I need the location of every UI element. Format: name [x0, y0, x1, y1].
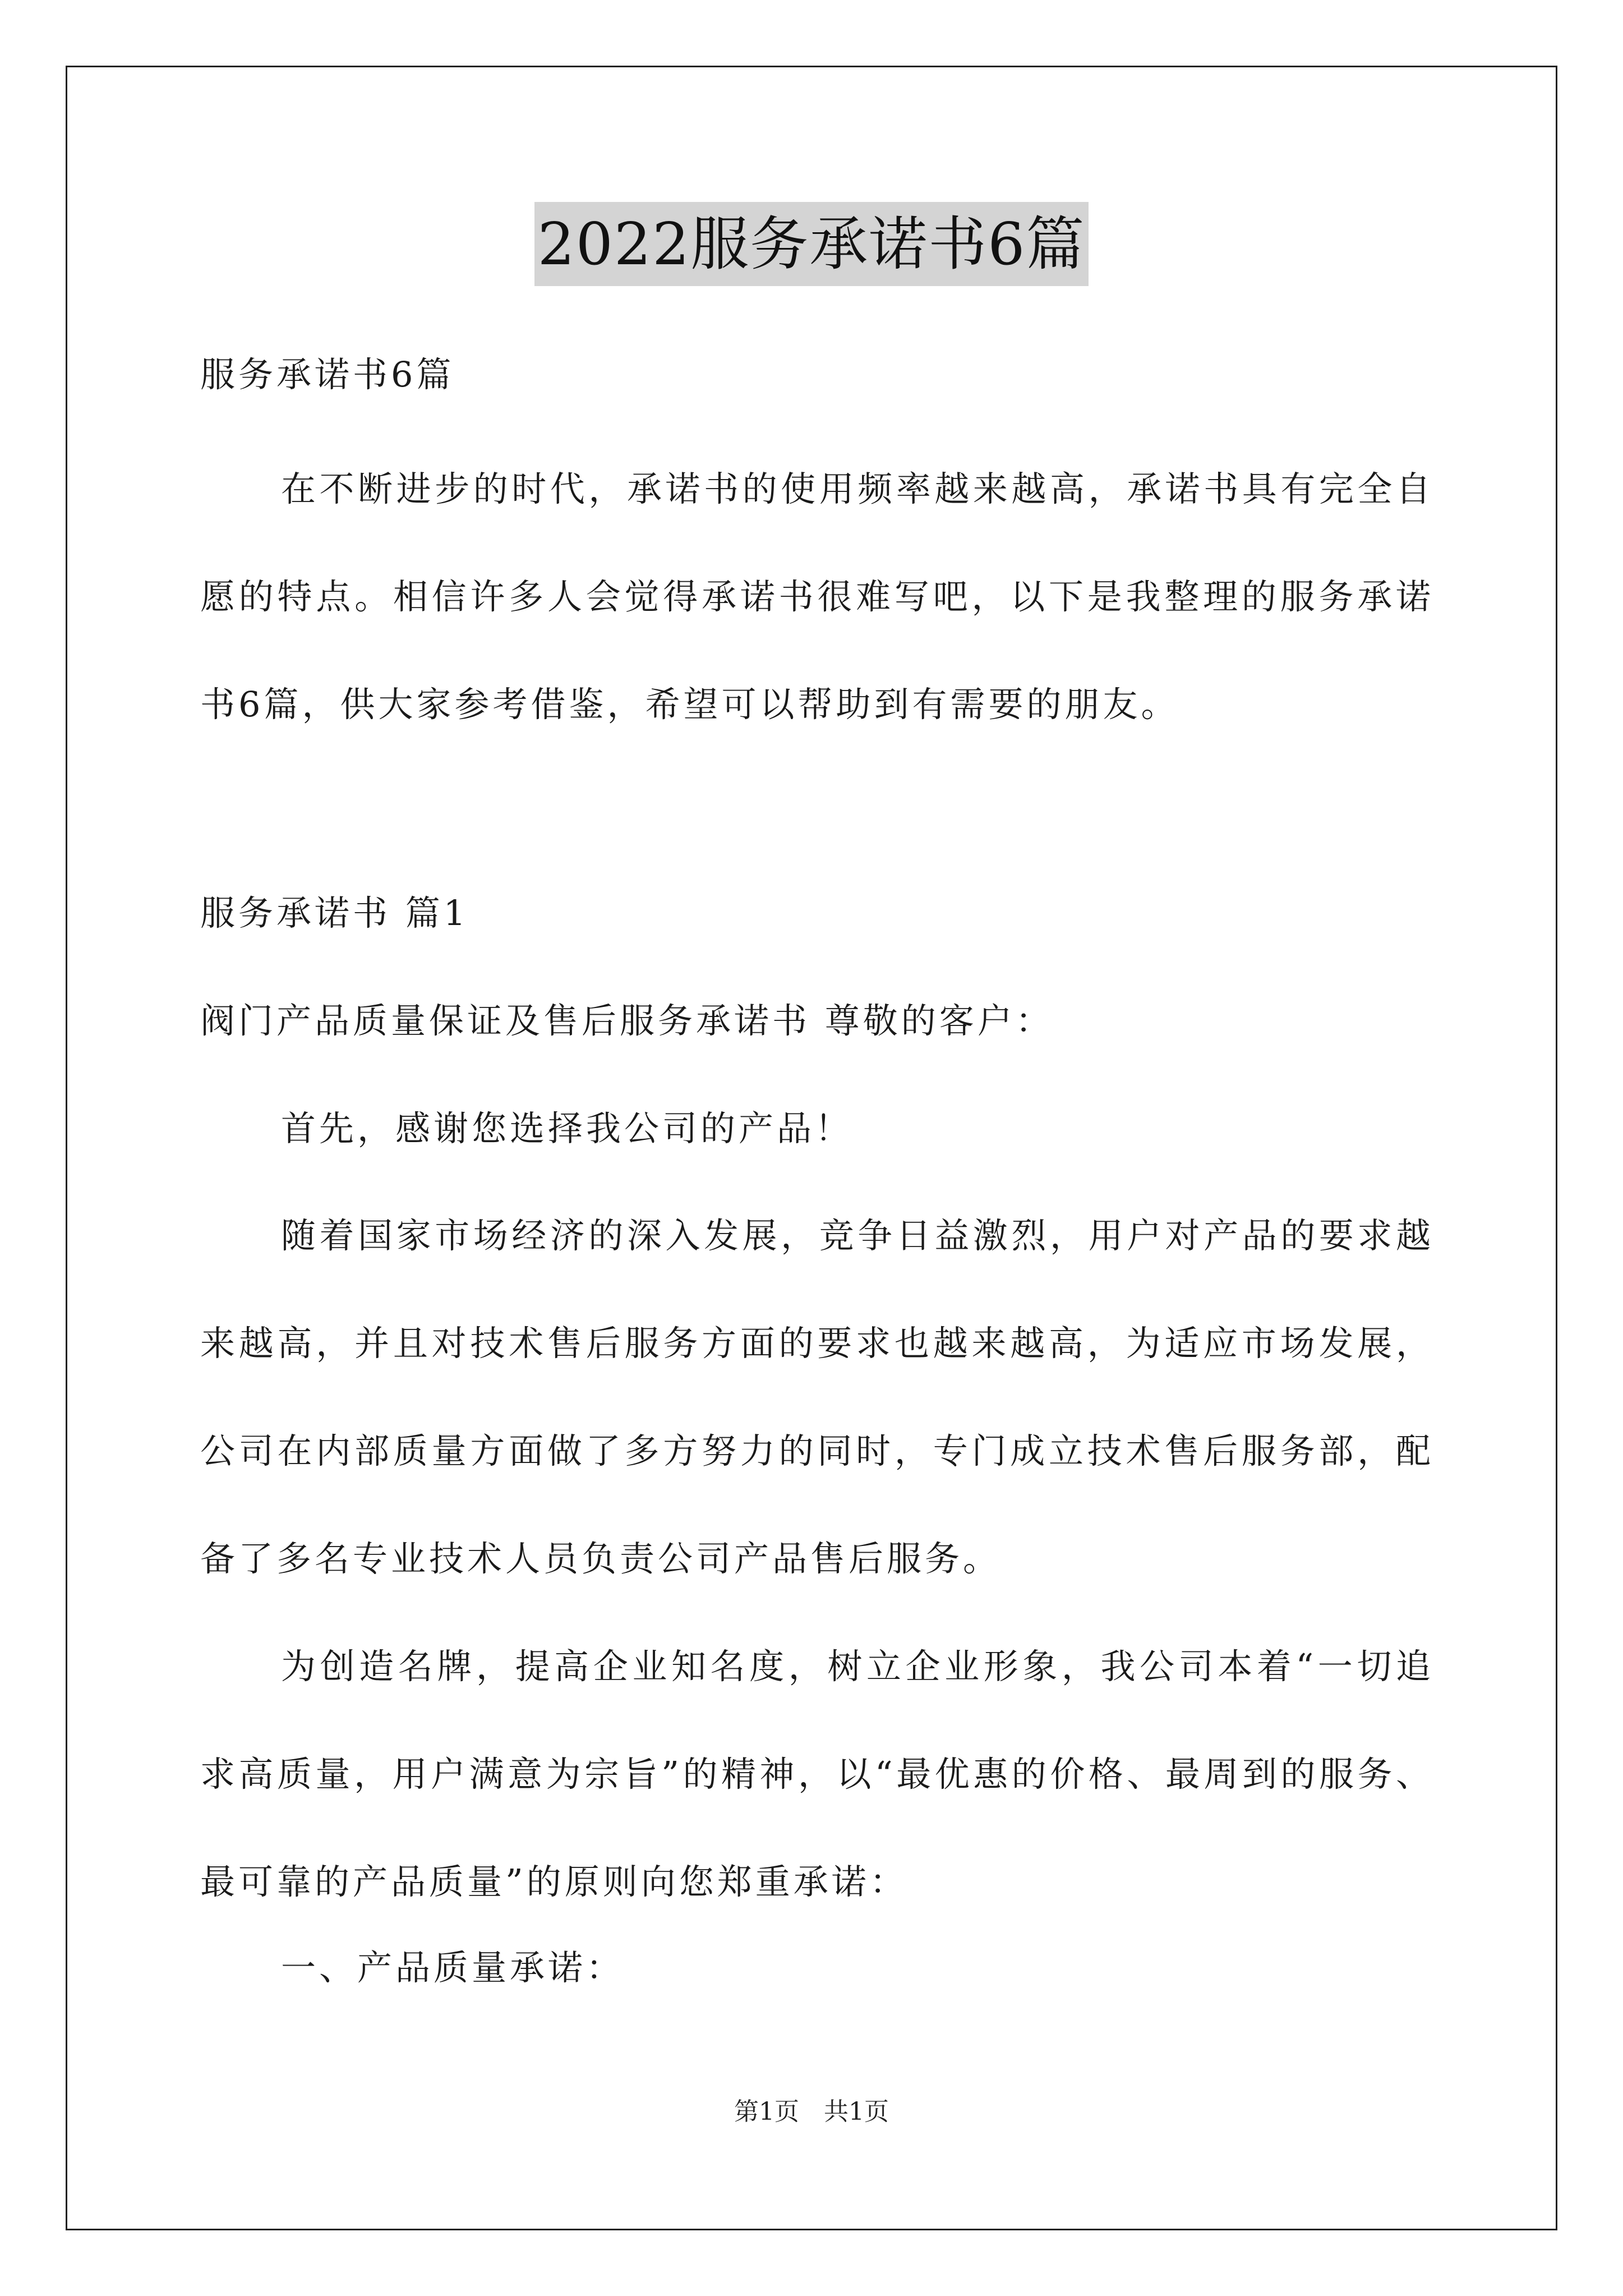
thanks-paragraph: 首先，感谢您选择我公司的产品！ [281, 1108, 854, 1149]
intro-paragraph: 在不断进步的时代，承诺书的使用频率越来越高，承诺书具有完全自愿的特点。相信许多人会觉得承诺书很难写吧，以下是我整理的服务承诺书6篇，供大家参考借鉴，希望可以帮助到有需要的朋友。 [200, 468, 1434, 725]
letter-heading: 阀门产品质量保证及售后服务承诺书 尊敬的客户： [200, 1000, 1054, 1041]
item-one-heading: 一、产品质量承诺： [281, 1947, 625, 1988]
market-paragraph: 随着国家市场经济的深入发展，竞争日益激烈，用户对产品的要求越来越高，并且对技术售后服务方面的要求也越来越高，为适应市场发展，公司在内部质量方面做了多方努力的同时，专门成立技术售后服务部，配备了多名专业技术人员负责公司产品售后服务。 [200, 1215, 1434, 1579]
section-heading: 服务承诺书 篇1 [200, 892, 469, 933]
page-footer: 第1页 共1页 [734, 2097, 889, 2126]
brand-paragraph: 为创造名牌，提高企业知名度，树立企业形象，我公司本着“一切追求高质量，用户满意为宗旨”的精神，以“最优惠的价格、最周到的服务、最可靠的产品质量”的原则向您郑重承诺： [200, 1646, 1434, 1902]
document-title: 2022服务承诺书6篇 [534, 202, 1089, 286]
subtitle: 服务承诺书6篇 [200, 354, 455, 395]
title-wrapper [0, 202, 1623, 286]
